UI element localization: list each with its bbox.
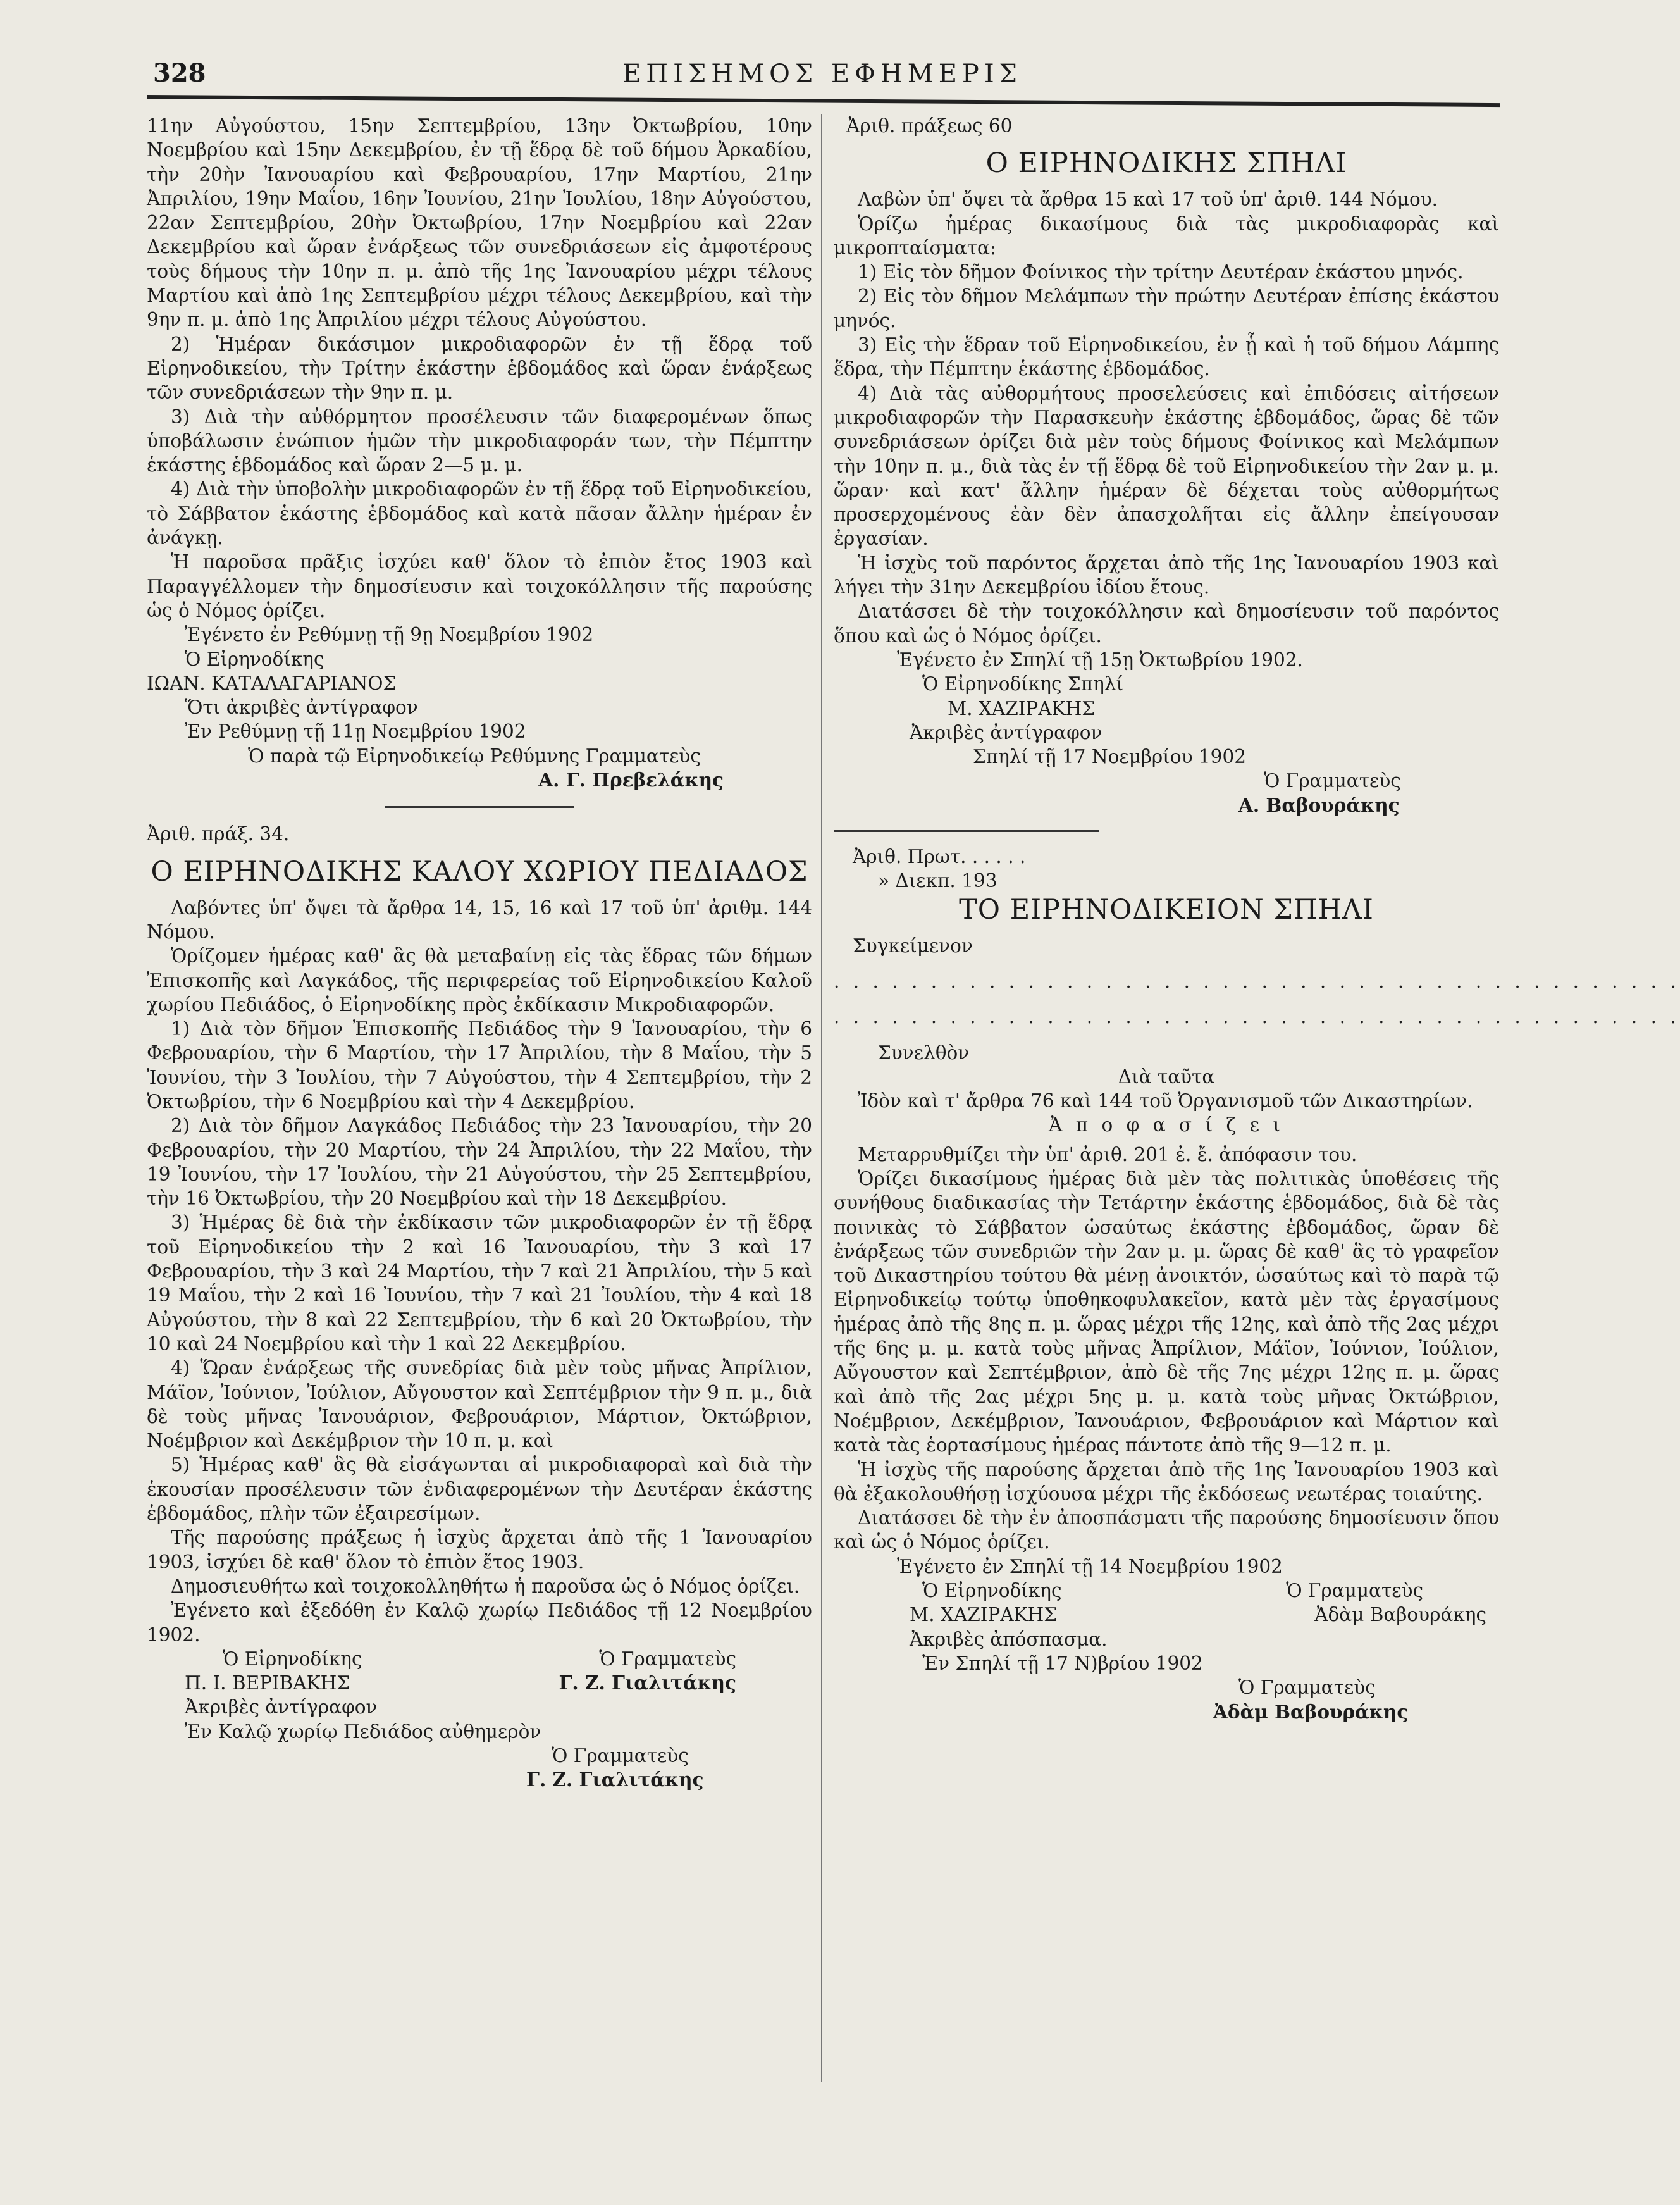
body-paragraph: 2) Εἰς τὸν δῆμον Μελάμπων τὴν πρώτην Δευτέραν ἐπίσης ἑκάστου μηνός.: [834, 285, 1499, 332]
convened-label: Συνελθὸν: [878, 1041, 970, 1064]
page-header: [145, 53, 1499, 91]
body-paragraph: 1) Διὰ τὸν δῆμον Ἐπισκοπῆς Πεδιάδος τὴν 9 Ἰανουαρίου, τὴν 6 Φεβρουαρίου, τὴν 6 Μαρτίου, τὴν 17 Ἀπριλίου, τὴν 8 Μαΐου, τὴν 5 Ἰουνίου, τὴν 3 Ἰουλίου, τὴν 7 Αὐγούστου, τὴν 4 Σεπτεμβρίου, τὴν 2 Ὀκτωβρίου, τὴν 6 Νοεμβρίου καὶ τὴν 4 Δεκεμβρίου.: [147, 1018, 812, 1112]
composed-label: Συγκείμενον: [853, 935, 973, 957]
sig-clerk-label: Ὁ Γραμματεὺς: [1286, 1580, 1423, 1602]
copy-place: Ἐν Ρεθύμνῃ τῇ 11ῃ Νοεμβρίου 1902: [185, 721, 526, 743]
body-paragraph: 5) Ἡμέρας καθ' ἃς θὰ εἰσάγωνται αἱ μικροδιαφοραὶ καὶ διὰ τὴν ἑκουσίαν προσέλευσιν τῶν ἐνδιαφερομένων τὴν Δευτέραν ἑκάστης ἑβδομάδος, πλὴν τῶν ἐξαιρεσίμων.: [147, 1454, 812, 1525]
body-paragraph: Ἡ ἰσχὺς τῆς παρούσης ἄρχεται ἀπὸ τῆς 1ης Ἰανουαρίου 1903 καὶ θὰ ἐξακολουθήσῃ ἰσχύουσα μέχρι τῆς ἐκδόσεως νεωτέρας τοιαύτης.: [834, 1458, 1499, 1505]
body-paragraph: 3) Ἡμέρας δὲ διὰ τὴν ἐκδίκασιν τῶν μικροδιαφορῶν ἐν τῇ ἕδρᾳ τοῦ Εἰρηνοδικείου τὴν 2 καὶ 16 Ἰανουαρίου, τὴν 3 καὶ 17 Φεβρουαρίου, τὴν 3 καὶ 24 Μαρτίου, τὴν 7 καὶ 21 Ἀπριλίου, τὴν 5 καὶ 19 Μαΐου, τὴν 2 καὶ 16 Ἰουνίου, τὴν 7 καὶ 21 Ἰουλίου, τὴν 4 καὶ 18 Αὐγούστου, τὴν 8 καὶ 22 Σεπτεμβρίου, τὴν 6 καὶ 20 Ὀκτωβρίου, τὴν 10 καὶ 24 Νοεμβρίου καὶ τὴν 1 καὶ 22 Δεκεμβρίου.: [147, 1212, 812, 1355]
sig-judge-name: Π. Ι. ΒΕΡΙΒΑΚΗΣ: [185, 1672, 350, 1694]
copy-place: Σπηλί τῇ 17 Νοεμβρίου 1902: [973, 746, 1246, 768]
signed-place: Ἐγένετο ἐν Σπηλί τῇ 14 Νοεμβρίου 1902: [897, 1555, 1283, 1577]
sig-judge-label: Ὁ Εἰρηνοδίκης: [223, 1648, 362, 1670]
sig-clerk-name: Ἀδὰμ Βαβουράκης: [1314, 1604, 1486, 1626]
copy-label: Ἀκριβὲς ἀντίγραφον: [910, 721, 1102, 743]
judge-name: Μ. ΧΑΖΙΡΑΚΗΣ: [948, 697, 1096, 719]
right-column: [834, 114, 1680, 1724]
section-heading: Ο ΕΙΡΗΝΟΔΙΚΗΣ ΣΠΗΛΙ: [985, 147, 1347, 180]
clerk-label: Ὁ Γραμματεὺς: [1238, 1677, 1376, 1699]
header-rule: [147, 95, 1500, 107]
continuation-paragraph: 11ην Αὐγούστου, 15ην Σεπτεμβρίου, 13ην Ὀκτωβρίου, 10ην Νοεμβρίου καὶ 15ην Δεκεμβρίου, ἐν τῇ ἕδρᾳ δὲ τοῦ δήμου Ἀρκαδίου, τὴν 20ὴν Ἰανουαρίου καὶ Φεβρουαρίου, 17ην Μαρτίου, 21ην Ἀπριλίου, 19ην Μαΐου, 16ην Ἰουνίου, 21ην Ἰουλίου, 18ην Αὐγούστου, 22αν Σεπτεμβρίου, 20ὴν Ὀκτωβρίου, 17ην Νοεμβρίου καὶ 22αν Δεκεμβρίου καὶ ὥραν ἐνάρξεως τῶν συνεδριάσεων εἰς ἀμφοτέρους τοὺς δήμους τὴν 10ην π. μ. ἀπὸ τῆς 1ης Ἰανουαρίου μέχρι τέλους Μαρτίου καὶ ἀπὸ 1ης Σεπτεμβρίου μέχρι τέλους Δεκεμβρίου, καὶ τὴν 9ην π. μ. ἀπὸ 1ης Ἀπριλίου μέχρι τέλους Αὐγούστου.: [147, 115, 812, 331]
extract-label: Ἀκριβὲς ἀπόσπασμα.: [910, 1628, 1108, 1650]
copy-place: Ἐν Καλῷ χωρίῳ Πεδιάδος αὐθημερὸν: [185, 1720, 541, 1742]
section-heading: Ο ΕΙΡΗΝΟΔΙΚΗΣ ΚΑΛΟΥ ΧΩΡΙΟΥ ΠΕΔΙΑΔΟΣ: [151, 855, 808, 888]
signed-place: Ἐγένετο ἐν Σπηλί τῇ 15ῃ Ὀκτωβρίου 1902.: [897, 649, 1303, 671]
clerk-name: Α. Βαβουράκης: [1238, 793, 1400, 816]
for-these-label: Διὰ ταῦτα: [1118, 1065, 1215, 1088]
clerk-label: Ὁ Γραμματεὺς: [552, 1745, 689, 1767]
continuation-paragraph: 2) Ἡμέραν δικάσιμον μικροδιαφορῶν ἐν τῇ ἕδρᾳ τοῦ Εἰρηνοδικείου, τὴν Τρίτην ἑκάστην ἑβδομάδος καὶ ὥραν ἐνάρξεως τῶν συνεδριάσεων τὴν 9ην π. μ.: [147, 333, 812, 404]
judge-label: Ὁ Εἰρηνοδίκης Σπηλί: [922, 673, 1124, 695]
page-number: 328: [153, 58, 206, 88]
copy-label: Ὅτι ἀκριβὲς ἀντίγραφον: [185, 697, 418, 719]
act-number: Ἀριθ. πράξεως 60: [846, 115, 1013, 137]
signed-place: Ἐγένετο ἐν Ρεθύμνῃ τῇ 9ῃ Νοεμβρίου 1902: [185, 624, 594, 646]
clerk-label: Ὁ παρὰ τῷ Εἰρηνοδικείῳ Ρεθύμνης Γραμματεὺς: [248, 745, 701, 767]
dispatch-line: » Διεκπ. 193: [878, 870, 998, 892]
extract-place: Ἐν Σπηλί τῇ 17 Ν)βρίου 1902: [922, 1652, 1203, 1674]
signature-labels: [834, 1579, 1499, 1603]
continuation-paragraph: 3) Διὰ τὴν αὐθόρμητον προσέλευσιν τῶν διαφερομένων ὅπως ὑποβάλωσιν ἐνώπιον ἡμῶν τὴν μικροδιαφοράν των, τὴν Πέμπτην ἑκάστης ἑβδομάδος καὶ ὥραν 2—5 μ. μ.: [147, 406, 812, 476]
continuation-paragraph: 4) Διὰ τὴν ὑποβολὴν μικροδιαφορῶν ἐν τῇ ἕδρᾳ τοῦ Εἰρηνοδικείου, τὸ Σάββατον ἑκάστης ἑβδομάδος καὶ κατὰ πᾶσαν ἄλλην ἡμέραν ἐν ἀνάγκῃ.: [147, 478, 812, 549]
body-paragraph: Δημοσιευθήτω καὶ τοιχοκολληθήτω ἡ παροῦσα ὡς ὁ Νόμος ὁρίζει.: [171, 1575, 800, 1597]
body-paragraph: Διατάσσει δὲ τὴν τοιχοκόλλησιν καὶ δημοσίευσιν τοῦ παρόντος ὅπου καὶ ὡς ὁ Νόμος ὁρίζει.: [834, 600, 1499, 647]
dotted-line: . . . . . . . . . . . . . . . . . . . . . . . . . . . . . . . . . . . . . . . . . . . .: [834, 1006, 1680, 1028]
clerk-name: Ἀδὰμ Βαβουράκης: [1213, 1700, 1409, 1723]
body-paragraph: Λαβὼν ὑπ' ὄψει τὰ ἄρθρα 15 καὶ 17 τοῦ ὑπ' ἀριθ. 144 Νόμου.: [858, 189, 1438, 211]
body-paragraph: Ἡ ἰσχὺς τοῦ παρόντος ἄρχεται ἀπὸ τῆς 1ης Ἰανουαρίου 1903 καὶ λήγει τὴν 31ην Δεκεμβρίου ἰδίου ἔτους.: [834, 552, 1499, 599]
section-separator: [385, 806, 574, 808]
body-paragraph: Ὁρίζομεν ἡμέρας καθ' ἃς θὰ μεταβαίνῃ εἰς τὰς ἕδρας τῶν δήμων Ἐπισκοπῆς καὶ Λαγκάδος, τῆς περιφερείας τοῦ Εἰρηνοδικείου Καλοῦ χωρίου Πεδιάδος, ὁ Εἰρηνοδίκης πρὸς ἐκδίκασιν Μικροδιαφορῶν.: [147, 945, 812, 1016]
body-paragraph: Μεταρρυθμίζει τὴν ὑπ' ἀριθ. 201 ἐ. ἔ. ἀπόφασιν του.: [858, 1143, 1357, 1165]
body-paragraph: Διατάσσει δὲ τὴν ἐν ἀποσπάσματι τῆς παρούσης δημοσίευσιν ὅπου καὶ ὡς ὁ Νόμος ὁρίζει.: [834, 1507, 1499, 1553]
signature-labels: [147, 1647, 812, 1671]
signature-names: [147, 1671, 812, 1695]
decides-label: Ἀ π ο φ α σ ί ζ ε ι: [1049, 1114, 1284, 1136]
journal-title: ΕΠΙΣΗΜΟΣ ΕΦΗΜΕΡΙΣ: [622, 59, 1022, 89]
sig-judge-label: Ὁ Εἰρηνοδίκης: [922, 1580, 1062, 1602]
body-paragraph: 2) Διὰ τὸν δῆμον Λαγκάδος Πεδιάδος τὴν 23 Ἰανουαρίου, τὴν 20 Φεβρουαρίου, τὴν 20 Μαρτίου, τὴν 24 Ἀπριλίου, τὴν 22 Μαΐου, τὴν 19 Ἰουνίου, τὴν 17 Ἰουλίου, τὴν 21 Αὐγούστου, τὴν 25 Σεπτεμβρίου, τὴν 16 Ὀκτωβρίου, τὴν 20 Νοεμβρίου καὶ τὴν 18 Δεκεμβρίου.: [147, 1115, 812, 1210]
sig-judge-name: Μ. ΧΑΖΙΡΑΚΗΣ: [910, 1604, 1058, 1626]
copy-label: Ἀκριβὲς ἀντίγραφον: [185, 1696, 378, 1718]
clerk-name: Γ. Ζ. Γιαλιτάκης: [526, 1768, 704, 1791]
body-paragraph: 1) Εἰς τὸν δῆμον Φοίνικος τὴν τρίτην Δευτέραν ἑκάστου μηνός.: [858, 261, 1464, 283]
body-paragraph: Λαβόντες ὑπ' ὄψει τὰ ἄρθρα 14, 15, 16 καὶ 17 τοῦ ὑπ' ἀριθμ. 144 Νόμου.: [147, 897, 812, 943]
clerk-label: Ὁ Γραμματεὺς: [1264, 770, 1401, 792]
body-paragraph: 3) Εἰς τὴν ἕδραν τοῦ Εἰρηνοδικείου, ἐν ᾗ καὶ ἡ τοῦ δήμου Λάμπης ἕδρα, τὴν Πέμπτην ἑκάστης ἑβδομάδος.: [834, 334, 1499, 380]
judge-name: ΙΩΑΝ. ΚΑΤΑΛΑΓΑΡΙΑΝΟΣ: [147, 672, 397, 694]
protocol-line: Ἀριθ. Πρωτ. . . . . .: [853, 846, 1026, 868]
seen-line: Ἰδὸν καὶ τ' ἄρθρα 76 καὶ 144 τοῦ Ὀργανισμοῦ τῶν Δικαστηρίων.: [858, 1090, 1473, 1112]
act-number: Ἀριθ. πράξ. 34.: [147, 823, 290, 845]
judge-label: Ὁ Εἰρηνοδίκης: [185, 648, 324, 670]
body-paragraph: 4) Διὰ τὰς αὐθορμήτους προσελεύσεις καὶ ἐπιδόσεις αἰτήσεων μικροδιαφορῶν τὴν Παρασκευὴν ἑκάστης ἑβδομάδος, ὥρας δὲ τῶν συνεδριάσεων ὁρίζει διὰ μὲν τοὺς δήμους Φοίνικος καὶ Μελάμπων τὴν 10ην π. μ., διὰ τὰς ἐν τῇ ἕδρᾳ δὲ τοῦ Εἰρηνοδικείου τὴν 2αν μ. μ. ὥραν· καὶ κατ' ἄλλην ἡμέραν δὲ δέχεται τοὺς αὐθορμήτως προσερχομένους ἐὰν δὲν ἀπασχολῆται εἰς ἄλλην ἐπείγουσαν ἐργασίαν.: [834, 382, 1499, 550]
sig-clerk-name: Γ. Ζ. Γιαλιτάκης: [559, 1672, 736, 1694]
body-paragraph: Ὁρίζω ἡμέρας δικασίμους διὰ τὰς μικροδιαφορὰς καὶ μικροπταίσματα:: [834, 213, 1499, 259]
column-rule: [821, 114, 822, 2082]
dotted-line: . . . . . . . . . . . . . . . . . . . . . . . . . . . . . . . . . . . . . . . . . . . .: [834, 970, 1680, 992]
continuation-paragraph: Ἡ παροῦσα πρᾶξις ἰσχύει καθ' ὅλον τὸ ἐπιὸν ἔτος 1903 καὶ Παραγγέλλομεν τὴν δημοσίευσιν καὶ τοιχοκόλλησιν τῆς παρούσης ὡς ὁ Νόμος ὁρίζει.: [147, 551, 812, 621]
body-paragraph: Ἐγένετο καὶ ἐξεδόθη ἐν Καλῷ χωρίῳ Πεδιάδος τῇ 12 Νοεμβρίου 1902.: [147, 1599, 812, 1646]
sig-clerk-label: Ὁ Γραμματεὺς: [599, 1648, 736, 1670]
section-separator: [834, 830, 1099, 832]
body-paragraph: Ὁρίζει δικασίμους ἡμέρας διὰ μὲν τὰς πολιτικὰς ὑποθέσεις τῆς συνήθους διαδικασίας τὴν Τετάρτην ἑκάστης ἑβδομάδος, διὰ δὲ τὰς ποινικὰς τὸ Σάββατον ὡσαύτως ἑκάστης ἑβδομάδος, ὥραν δὲ ἐνάρξεως τῶν συνεδριῶν τὴν 2αν μ. μ. ὥρας δὲ καθ' ἃς τὸ γραφεῖον τοῦ Δικαστηρίου τούτου θὰ μένῃ ἀνοικτόν, ὡσαύτως καὶ τὸ παρὰ τῷ Εἰρηνοδικείῳ τούτῳ ὑποθηκοφυλακεῖον, κατὰ μὲν τὰς ἐργασίμους ἡμέρας ἀπὸ τῆς 8ης π. μ. ὥρας μέχρι τῆς 12ης, καὶ ἀπὸ τῆς 2ας μέχρι τῆς 6ης μ. μ. κατὰ τοὺς μῆνας Ἀπρίλιον, Μάϊον, Ἰούνιον, Ἰούλιον, Αὔγουστον καὶ Σεπτέμβριον, ἀπὸ δὲ τῆς 7ης μέχρι 12ης π. μ. ὥρας καὶ ἀπὸ τῆς 2ας μέχρι 5ης μ. μ. κατὰ τοὺς μῆνας Ὀκτώβριον, Νοέμβριον, Δεκέμβριον, Ἰανουάριον, Φεβρουάριον καὶ Μάρτιον καὶ κατὰ τὰς ἑορτασίμους ἡμέρας πάντοτε ἀπὸ τῆς 9—12 π. μ.: [834, 1167, 1499, 1457]
section-heading: ΤΟ ΕΙΡΗΝΟΔΙΚΕΙΟΝ ΣΠΗΛΙ: [959, 893, 1374, 926]
signature-names: [834, 1603, 1499, 1627]
left-column: [147, 114, 812, 1792]
body-paragraph: Τῆς παρούσης πράξεως ἡ ἰσχὺς ἄρχεται ἀπὸ τῆς 1 Ἰανουαρίου 1903, ἰσχύει δὲ καθ' ὅλον τὸ ἐπιὸν ἔτος 1903.: [147, 1527, 812, 1573]
body-paragraph: 4) Ὥραν ἐνάρξεως τῆς συνεδρίας διὰ μὲν τοὺς μῆνας Ἀπρίλιον, Μάϊον, Ἰούνιον, Ἰούλιον, Αὔγουστον καὶ Σεπτέμβριον τὴν 9 π. μ., διὰ δὲ τοὺς μῆνας Ἰανουάριον, Φεβρουάριον, Μάρτιον, Ὀκτώβριον, Νοέμβριον καὶ Δεκέμβριον τὴν 10 π. μ. καὶ: [147, 1357, 812, 1452]
clerk-name: Α. Γ. Πρεβελάκης: [538, 769, 724, 792]
